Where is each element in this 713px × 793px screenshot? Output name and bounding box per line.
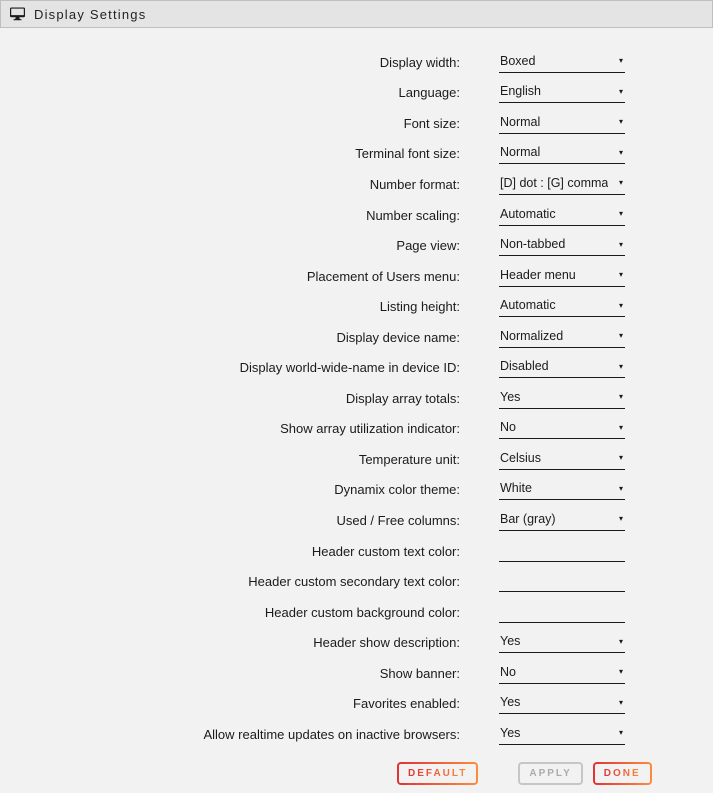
select-display-width[interactable] [499, 52, 625, 73]
field-label-realtime-updates: Allow realtime updates on inactive browsers: [203, 726, 460, 742]
field-label-temperature-unit: Temperature unit: [358, 451, 460, 467]
input-header-custom-secondary-text-color[interactable] [499, 571, 625, 592]
titlebar [0, 0, 713, 28]
settings-row-header-show-description [0, 627, 713, 658]
selected-value: Boxed [500, 53, 536, 68]
field-label-show-banner: Show banner: [379, 665, 460, 681]
select-realtime-updates[interactable] [499, 724, 625, 745]
field-label-terminal-font-size: Terminal font size: [355, 146, 460, 162]
settings-row-users-menu-placement [0, 261, 713, 292]
settings-row-display-array-totals [0, 383, 713, 414]
select-display-world-wide-name[interactable] [499, 357, 625, 378]
done-button[interactable] [593, 762, 652, 785]
default-button[interactable] [397, 762, 478, 785]
settings-row-temperature-unit [0, 444, 713, 475]
field-label-display-device-name: Display device name: [336, 329, 460, 345]
chevron-down-icon: ▾ [618, 361, 623, 371]
chevron-down-icon: ▾ [618, 483, 623, 493]
selected-value: No [500, 664, 516, 679]
select-page-view[interactable] [499, 235, 625, 256]
select-header-show-description[interactable] [499, 632, 625, 653]
field-label-page-view: Page view: [396, 238, 460, 254]
settings-row-header-custom-background-color [0, 597, 713, 628]
select-display-array-totals[interactable] [499, 388, 625, 409]
field-label-number-format: Number format: [369, 176, 460, 192]
field-label-display-array-totals: Display array totals: [345, 390, 460, 406]
select-number-scaling[interactable] [499, 205, 625, 226]
settings-row-page-view [0, 230, 713, 261]
settings-row-realtime-updates [0, 719, 713, 750]
settings-row-header-custom-secondary-text-color [0, 566, 713, 597]
field-label-display-width: Display width: [379, 54, 460, 70]
selected-value: Non-tabbed [500, 237, 566, 252]
selected-value: Normalized [500, 328, 564, 343]
settings-row-display-width [0, 47, 713, 78]
chevron-down-icon: ▾ [618, 56, 623, 66]
chevron-down-icon: ▾ [618, 178, 623, 188]
select-used-free-columns[interactable] [499, 510, 625, 531]
field-label-header-custom-background-color: Header custom background color: [264, 604, 460, 620]
select-show-banner[interactable] [499, 663, 625, 684]
field-label-number-scaling: Number scaling: [366, 207, 460, 223]
chevron-down-icon: ▾ [618, 86, 623, 96]
select-users-menu-placement[interactable] [499, 266, 625, 287]
settings-row-number-format [0, 169, 713, 200]
chevron-down-icon: ▾ [618, 300, 623, 310]
settings-row-show-banner [0, 658, 713, 689]
selected-value: Yes [500, 725, 521, 740]
chevron-down-icon: ▾ [618, 728, 623, 738]
selected-value: Disabled [500, 359, 549, 374]
selected-value: Header menu [500, 267, 576, 282]
select-font-size[interactable] [499, 113, 625, 134]
chevron-down-icon: ▾ [618, 117, 623, 127]
chevron-down-icon: ▾ [618, 331, 623, 341]
settings-row-favorites-enabled [0, 688, 713, 719]
field-label-display-world-wide-name: Display world-wide-name in device ID: [239, 360, 460, 376]
chevron-down-icon: ▾ [618, 667, 623, 677]
chevron-down-icon: ▾ [618, 270, 623, 280]
chevron-down-icon: ▾ [618, 453, 623, 463]
select-favorites-enabled[interactable] [499, 693, 625, 714]
default-button-face [399, 764, 476, 783]
selected-value: Automatic [500, 298, 556, 313]
chevron-down-icon: ▾ [618, 636, 623, 646]
field-label-array-utilization-indicator: Show array utilization indicator: [280, 421, 460, 437]
selected-value: English [500, 84, 541, 99]
selected-value: Yes [500, 634, 521, 649]
settings-row-language [0, 78, 713, 109]
selected-value: No [500, 420, 516, 435]
selected-value: Automatic [500, 206, 556, 221]
select-number-format[interactable] [499, 174, 625, 195]
field-label-listing-height: Listing height: [379, 299, 460, 315]
field-label-used-free-columns: Used / Free columns: [336, 512, 460, 528]
apply-button-label: APPLY [529, 767, 572, 779]
settings-row-font-size [0, 108, 713, 139]
settings-row-dynamix-color-theme [0, 475, 713, 506]
select-temperature-unit[interactable] [499, 449, 625, 470]
settings-row-listing-height [0, 291, 713, 322]
input-header-custom-text-color[interactable] [499, 541, 625, 562]
chevron-down-icon: ▾ [618, 147, 623, 157]
default-button-label: DEFAULT [408, 767, 468, 779]
button-row [397, 762, 713, 785]
selected-value: Yes [500, 389, 521, 404]
select-terminal-font-size[interactable] [499, 143, 625, 164]
chevron-down-icon: ▾ [618, 514, 623, 524]
selected-value: Normal [500, 114, 541, 129]
done-button-label: DONE [603, 767, 641, 779]
chevron-down-icon: ▾ [618, 422, 623, 432]
field-label-font-size: Font size: [403, 115, 460, 131]
select-dynamix-color-theme[interactable] [499, 479, 625, 500]
selected-value: White [500, 481, 532, 496]
settings-row-terminal-font-size [0, 139, 713, 170]
selected-value: Yes [500, 695, 521, 710]
settings-form [0, 28, 713, 750]
chevron-down-icon: ▾ [618, 697, 623, 707]
field-label-favorites-enabled: Favorites enabled: [353, 696, 460, 712]
field-label-header-custom-text-color: Header custom text color: [311, 543, 460, 559]
select-listing-height[interactable] [499, 296, 625, 317]
settings-row-header-custom-text-color [0, 536, 713, 567]
display-icon [10, 7, 25, 21]
settings-row-array-utilization-indicator [0, 414, 713, 445]
select-array-utilization-indicator[interactable] [499, 418, 625, 439]
selected-value: Normal [500, 145, 541, 160]
selected-value: Bar (gray) [500, 511, 556, 526]
apply-button[interactable] [518, 762, 582, 785]
settings-row-display-world-wide-name [0, 352, 713, 383]
apply-button-face [520, 764, 580, 783]
selected-value: Celsius [500, 450, 541, 465]
done-button-face [595, 764, 650, 783]
settings-row-number-scaling [0, 200, 713, 231]
chevron-down-icon: ▾ [618, 239, 623, 249]
field-label-dynamix-color-theme: Dynamix color theme: [334, 482, 460, 498]
field-label-header-show-description: Header show description: [313, 635, 460, 651]
selected-value: [D] dot : [G] comma [500, 175, 609, 190]
chevron-down-icon: ▾ [618, 209, 623, 218]
field-label-users-menu-placement: Placement of Users menu: [306, 268, 460, 284]
select-language[interactable] [499, 82, 625, 103]
chevron-down-icon: ▾ [618, 392, 623, 402]
field-label-language: Language: [398, 85, 460, 101]
input-header-custom-background-color[interactable] [499, 602, 625, 623]
select-display-device-name[interactable] [499, 327, 625, 348]
page-title: Display Settings [34, 6, 147, 22]
field-label-header-custom-secondary-text-color: Header custom secondary text color: [248, 574, 460, 590]
settings-row-display-device-name [0, 322, 713, 353]
settings-row-used-free-columns [0, 505, 713, 536]
